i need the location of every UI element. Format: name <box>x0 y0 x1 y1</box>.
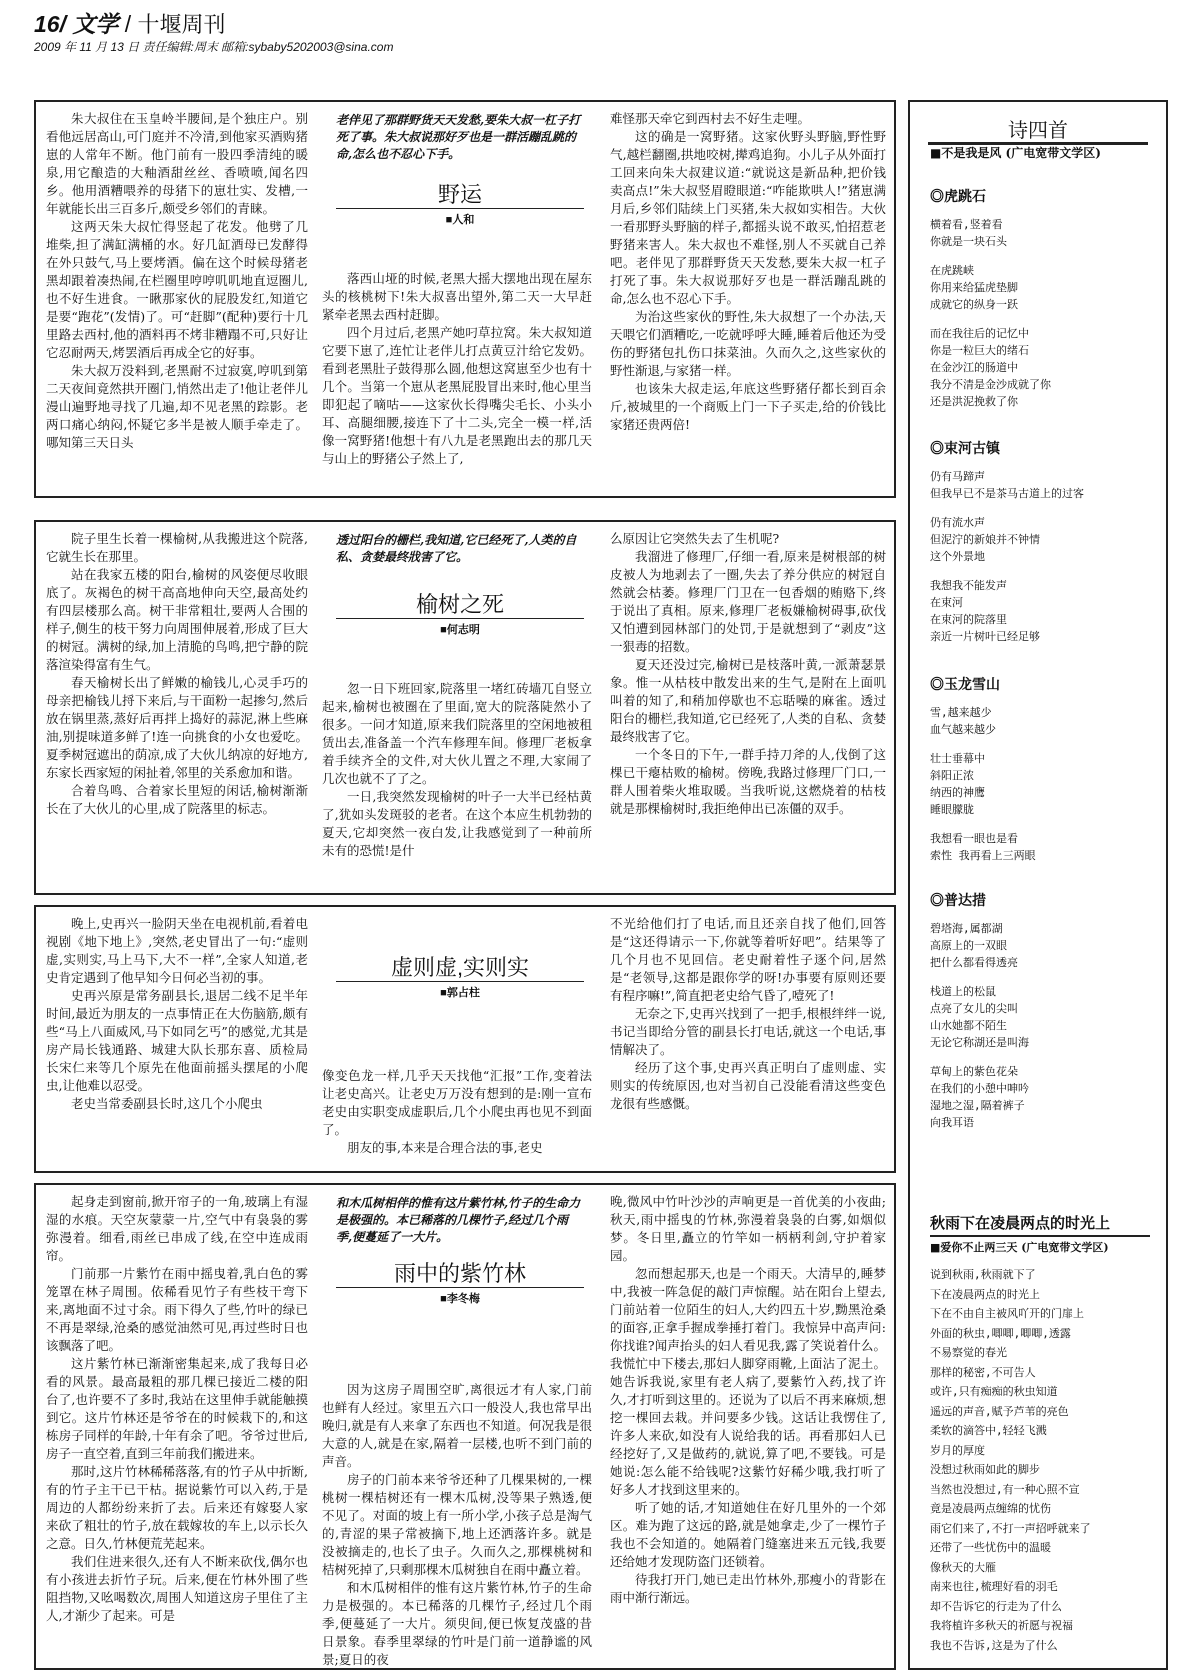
paragraph: 我溜进了修理厂,仔细一看,原来是树根部的树皮被人为地剥去了一圈,失去了养分供应的树冠自然就会枯萎。修理厂门卫在一包香烟的贿赂下,终于说出了真相。原来,修理厂老板嫌榆树碍事,砍伐又怕遭到园林部门的处罚,于是就想到了“剥皮”这一狠毒的招数。 <box>610 549 886 654</box>
article-column <box>46 530 308 892</box>
poem-line: 湿地之湿,隔着裤子 <box>930 1099 1025 1112</box>
stanza <box>930 514 1155 565</box>
paragraph: 一个冬日的下午,一群手持刀斧的人,伐倒了这棵已干瘪枯败的榆树。傍晚,我路过修理厂门口,一群人围着柴火堆取暖。当我听说,这燃烧着的枯枝就是那棵榆树时,我拒绝伸出已冻僵的双手。 <box>610 747 886 816</box>
poem-body <box>930 1265 1155 1655</box>
paragraph: 老史当常委副县长时,这几个小爬虫 <box>71 1096 263 1111</box>
paragraph: 一日,我突然发现榆树的叶子一大半已经枯黄了,犹如头发斑驳的老者。在这个本应生机勃勃的夏天,它却突然一夜白发,让我感觉到了一种前所未有的恐慌!是什 <box>322 789 592 858</box>
poem-line: 或许,只有痴痴的秋虫知道 <box>930 1385 1058 1398</box>
title-rule <box>336 618 584 619</box>
poem-line: 把什么都看得透亮 <box>930 956 1018 969</box>
title-rule <box>930 1235 1150 1237</box>
masthead-separator: / <box>124 11 132 37</box>
paragraph: 史再兴原是常务副县长,退居二线不足半年时间,最近为朋友的一点事情正在大伤脑筋,颇有些“马上八面威风,马下如同乞丐”的感觉,尤其是房产局长钱通路、城建大队长那东喜、质检局长宋仁来等几个原先在他面前摇头摆尾的小爬虫,让他难以忍受。 <box>46 988 308 1093</box>
paragraph: 也该朱大叔走运,年底这些野猪仔都长到百余斤,被城里的一个商贩上门一下子买走,给的价钱比家猪还贵两倍! <box>610 381 886 432</box>
poem-title: 秋雨下在凌晨两点的时光上 <box>930 1215 1111 1232</box>
poem-line: 竟是凌晨两点缠绵的忧伤 <box>930 1502 1051 1515</box>
poem-line: 外面的秋虫,唧唧,唧唧,透露 <box>930 1326 1071 1340</box>
poem-title: ◎普达措 <box>930 892 986 908</box>
poem-pudacuo <box>930 890 1155 1143</box>
article-column <box>610 1193 886 1667</box>
paragraph: 这的确是一窝野猪。这家伙野头野脑,野性野气,越栏翻圈,拱地咬树,撵鸡追狗。小儿子从外面打工回来向朱大叔建议道:“就说这是新品种,把价钱卖高点!”朱大叔竖眉瞪眼道:“咋能欺哄人!”猪崽满月后,乡邻们陆续上门买猪,朱大叔如实相告。大伙一看那野头野脑的样子,都摇头说不敢买,怕招惹老野猪来害人。朱大叔也不难怪,别人不买就自己养吧。老伴见了那群野货天天发愁,要朱大叔一杠子打死了事。朱大叔说那好歹也是一群活蹦乱跳的命,怎么也不忍心下手。 <box>610 129 886 306</box>
paragraph: 难怪那天牵它到西村去不好生走哩。 <box>610 111 811 126</box>
poem-line: 下在凌晨两点的时光上 <box>930 1287 1040 1301</box>
poem-line: 你用来给猛虎垫脚 <box>930 281 1018 294</box>
poem-line: 纳西的神鹰 <box>930 786 985 799</box>
paragraph: 为治这些家伙的野性,朱大叔想了一个办法,天天喂它们酒糟吃,一吃就呼呼大睡,睡着后他还为受伤的野猪包扎伤口抹菜油。久而久之,这些家伙的野性渐退,与家猪一样。 <box>610 309 886 378</box>
article-lead: 和木瓜树相伴的惟有这片紫竹林,竹子的生命力是极强的。本已稀落的几棵竹子,经过几个雨季,便蔓延了一大片。 <box>336 1196 581 1244</box>
masthead <box>34 6 226 39</box>
stanza <box>930 750 1155 818</box>
article-column <box>322 1381 592 1667</box>
poem-line: 高原上的一双眼 <box>930 939 1007 952</box>
paragraph: 我们住进来很久,还有人不断来砍伐,偶尔也有小孩进去折竹子玩。后来,便在竹林外围了些阻挡物,又吆喝数次,周围人知道这房子里住了主人,才渐少了起来。可是 <box>46 1554 308 1623</box>
poem-line: 在金沙江的肠道中 <box>930 361 1018 374</box>
stanza <box>930 325 1155 410</box>
paragraph: 那时,这片竹林稀稀落落,有的竹子从中折断,有的竹子主干已干枯。据说紫竹可以入药,于是周边的人都纷纷来折了去。后来还有嫁娶人家来砍了粗壮的竹子,放在载嫁妆的车上,以示长久之意。日久,竹林便荒芜起来。 <box>46 1464 308 1551</box>
poem-line: 雨它们来了,不打一声招呼就来了 <box>930 1521 1091 1535</box>
poem-line: 但泥泞的新娘并不钟情 <box>930 533 1040 546</box>
poem-hutiaoshi <box>930 186 1155 422</box>
poems-sidebar <box>908 100 1168 1670</box>
paragraph: 无奈之下,史再兴找到了一把手,根根绊绊一说,书记当即给分管的副县长打电话,就这一个电话,事情解决了。 <box>610 1006 886 1057</box>
poem-line: 你就是一块石头 <box>930 235 1007 248</box>
paragraph: 四个月过后,老黑产她叼草拉窝。朱大叔知道它要下崽了,连忙让老伴儿打点黄豆汁给它发奶。看到老黑肚子鼓得那么圆,他想这窝崽至少也有十几个。当第一个崽从老黑屁股冒出来时,他心里当即犯起了嘀咕——这家伙长得嘴尖毛长、小头小耳、高腿细腰,接连下了十二头,完全一模一样,活像一窝野猪!他想十有八九是老黑跑出去的那几天与山上的野猪公子然上了, <box>322 325 592 466</box>
poem-line: 在我们的小憩中呻吟 <box>930 1082 1029 1095</box>
stanza <box>930 983 1155 1051</box>
paragraph: 和木瓜树相伴的惟有这片紫竹林,竹子的生命力是极强的。本已稀落的几棵竹子,经过几个雨季,便蔓延了一大片。须臾间,便已恢复茂盛的昔日景象。春季里翠绿的竹叶是门前一道静谧的风景;夏日的夜 <box>322 1580 592 1667</box>
page-number: 16/ <box>34 11 66 37</box>
stanza <box>930 704 1155 738</box>
stanza <box>930 920 1155 971</box>
article-author: ■何志明 <box>440 624 480 636</box>
article-column <box>46 1193 308 1667</box>
article-title: 野运 <box>437 182 482 207</box>
article-author: ■人和 <box>445 214 475 226</box>
poem-shuhe <box>930 438 1155 657</box>
article-title: 雨中的紫竹林 <box>393 1261 526 1286</box>
poem-line: 不易察觉的春光 <box>930 1346 1007 1359</box>
paragraph: 夏天还没过完,榆树已是枝落叶黄,一派萧瑟景象。惟一从枯枝中散发出来的生气,是附在上面叽叫着的知了,和稍加停歇也不忘聒噪的麻雀。透过阳台的栅栏,我知道,它已经死了,人类的自私、贪婪最终戕害了它。 <box>610 657 886 744</box>
paragraph: 不光给他们打了电话,而且还亲自找了他们,回答是“这还得请示一下,你就等着听好吧”。结果等了几个月也不见回信。老史耐着性子逐个问,居然是“老领导,这都是跟你学的呀!办事要有原则还要有程序嘛!”,简直把老史给气昏了,噎死了! <box>610 916 886 1003</box>
poem-line: 没想过秋雨如此的脚步 <box>930 1463 1040 1476</box>
article-column <box>610 110 886 495</box>
poem-line: 碧塔海,属都湖 <box>930 922 1003 935</box>
poem-byline: ■爱你不止两三天 (广电宽带文学区) <box>930 1241 1109 1254</box>
poem-line: 雪,越来越少 <box>930 706 992 719</box>
poem-title: ◎束河古镇 <box>930 440 1000 456</box>
paper-name: 十堰周刊 <box>137 12 226 37</box>
poem-line: 亲近一片树叶已经足够 <box>930 630 1040 643</box>
poem-title: ◎虎跳石 <box>930 188 986 204</box>
paragraph: 站在我家五楼的阳台,榆树的风姿便尽收眼底了。灰褐色的树干高高地伸向天空,最高处约有四层楼那么高。树干非常粗壮,要两人合围的样子,侧生的枝干努力向周围伸展着,形成了巨大的树冠。满树的绿,加上清脆的鸟鸣,把宁静的院落渲染得富有生气。 <box>46 567 308 672</box>
poem-line: 像秋天的大雁 <box>930 1560 996 1574</box>
poem-line: 仍有流水声 <box>930 516 985 529</box>
poem-line: 山水她都不陌生 <box>930 1019 1007 1032</box>
article-lead: 老伴见了那群野货天天发愁,要朱大叔一杠子打死了事。朱大叔说那好歹也是一群活蹦乱跳的命,怎么也不忍心下手。 <box>336 113 581 161</box>
paragraph: 门前那一片紫竹在雨中摇曳着,乳白色的雾笼罩在林子周围。依稀看见竹子有些枝干弯下来,离地面不过寸余。雨下得久了些,竹叶的绿已不再是翠绿,沧桑的感觉油然可见,再过些时日也该飘落了吧。 <box>46 1266 308 1353</box>
poem-line: 说到秋雨,秋雨就下了 <box>930 1268 1036 1281</box>
title-rule <box>336 208 584 209</box>
paragraph: 院子里生长着一棵榆树,从我搬进这个院落,它就生长在那里。 <box>46 531 308 564</box>
poems-title: 诗四首 <box>1008 120 1068 142</box>
paragraph: 落西山垭的时候,老黑大摇大摆地出现在屋东头的核桃树下!朱大叔喜出望外,第二天一大早赶紧牵老黑去西村赶脚。 <box>322 271 592 322</box>
poem-line: 岁月的厚度 <box>930 1443 985 1457</box>
article-xuzexu <box>34 905 896 1173</box>
poem-line: 无论它称湖还是叫海 <box>930 1036 1029 1049</box>
paragraph: 房子的门前本来爷爷还种了几棵果树的,一棵桃树一棵桔树还有一棵木瓜树,没等果子熟透,便不见了。对面的坡上有一所小学,小孩子总是淘气的,青涩的果子常被摘下,地上还洒落许多。就是没被摘走的,也长了虫子。久而久之,那棵桃树和桔树死掉了,只剩那棵木瓜树独自在雨中矗立着。 <box>322 1472 592 1577</box>
paragraph: 这片紫竹林已渐渐密集起来,成了我每日必看的风景。最高最粗的那几棵已接近二楼的阳台了,也许要不了多时,我站在这里伸手就能触摸到它。这片竹林还是爷爷在的时候栽下的,和这栋房子同样的年龄,十年有余了吧。爷爷过世后,房子一直空着,直到三年前我们搬进来。 <box>46 1356 308 1461</box>
stanza <box>930 577 1155 645</box>
poem-line: 南来也往,梳理好看的羽毛 <box>930 1580 1058 1593</box>
poem-line: 睡眼朦胧 <box>930 803 974 816</box>
paragraph: 待我打开门,她已走出竹林外,那瘦小的背影在雨中渐行渐远。 <box>610 1572 886 1605</box>
poem-line: 我将植许多秋天的祈愿与祝福 <box>930 1619 1073 1632</box>
poem-line: 壮士垂幕中 <box>930 752 985 765</box>
poem-line: 向我耳语 <box>930 1116 974 1129</box>
poem-line: 我也不告诉,这是为了什么 <box>930 1638 1058 1652</box>
poem-line: 柔软的滴答中,轻轻飞溅 <box>930 1424 1047 1437</box>
paragraph: 晚,微风中竹叶沙沙的声响更是一首优美的小夜曲;秋天,雨中摇曳的竹林,弥漫着袅袅的白雾,如烟似梦。冬日里,矗立的竹竿如一柄柄利剑,守护着家园。 <box>610 1194 886 1263</box>
article-title: 榆树之死 <box>415 592 504 617</box>
paragraph: 因为这房子周围空旷,离很远才有人家,门前也鲜有人经过。家里五六口一般没人,我也常早出晚归,就是有人来拿了东西也不知道。何况我是很大意的人,就是在家,隔着一层楼,也听不到门前的声音。 <box>322 1382 592 1469</box>
article-author: ■李冬梅 <box>440 1293 480 1305</box>
article-column <box>46 110 308 495</box>
poem-line: 在虎跳峡 <box>930 264 974 277</box>
paragraph: 像变色龙一样,几乎天天找他“汇报”工作,变着法让老史高兴。让老史万万没有想到的是:刚一宣布老史由实职变成虚职后,几个小爬虫再也见不到面了。 <box>322 1068 592 1137</box>
stanza <box>930 216 1155 250</box>
poem-line: 却不告诉它的行走为了什么 <box>930 1599 1062 1613</box>
paragraph: 么原因让它突然失去了生机呢? <box>610 531 780 546</box>
paragraph: 忽一日下班回家,院落里一堵红砖墙兀自竖立起来,榆树也被圈在了里面,宽大的院落陡然小了很多。一问才知道,原来我们院落里的空闲地被租赁出去,准备盖一个汽车修理车间。修理厂老板拿着手续齐全的文件,对大伙儿置之不理,大家闹了几次也就不了了之。 <box>322 681 592 786</box>
section-name: 文学 <box>72 11 119 37</box>
title-rule <box>336 981 584 982</box>
poem-line: 那样的秘密,不可告人 <box>930 1365 1036 1379</box>
stanza <box>930 468 1155 502</box>
paragraph: 晚上,史再兴一脸阴天坐在电视机前,看着电视剧《地下地上》,突然,老史冒出了一句:“虚则虚,实则实,马上马下,大不一样”,全家人知道,老史肯定遇到了他早知今日何必当初的事。 <box>46 916 308 985</box>
poem-line: 点亮了女儿的尖叫 <box>930 1002 1018 1015</box>
poem-line: 但我早已不是茶马古道上的过客 <box>930 487 1084 500</box>
paragraph: 这两天朱大叔忙得竖起了花发。他劈了几堆柴,担了满缸满桶的水。好几缸酒母已发酵得在外只鼓气,马上要烤酒。偏在这个时候母猪老黑却跟着凑热闹,在栏圈里哼哼叽叽地直逗圈儿,也不好生进食。一瞅那家伙的屁股发红,知道它是要“跑花”(发情)了。可“赶脚”(配种)要行十几里路去西村,他的酒料再不烤非糟蹋不可,只好让它忍耐两天,烤罢酒后再成全它的好事。 <box>46 219 308 360</box>
poem-line: 血气越来越少 <box>930 723 996 736</box>
stanza <box>930 1063 1155 1131</box>
poem-line: 仍有马蹄声 <box>930 470 985 483</box>
poem-line: 在束河 <box>930 596 963 609</box>
poem-line: 这个外景地 <box>930 550 985 563</box>
paragraph: 经历了这个事,史再兴真正明白了虚则虚、实则实的传统原因,也对当初自己没能看清这些变色龙很有些感慨。 <box>610 1060 886 1111</box>
article-title: 虚则虚,实则实 <box>390 955 530 980</box>
poem-line: 而在我往后的记忆中 <box>930 327 1029 340</box>
paragraph: 忽而想起那天,也是一个雨天。大清早的,睡梦中,我被一阵急促的敲门声惊醒。站在阳台上望去,门前站着一位陌生的妇人,大约四五十岁,黝黑沧桑的面容,正拿手握成拳捶打着门。我惊异中高声问:你找谁?闻声抬头的妇人看见我,露了笑说着什么。我慌忙中下楼去,那妇人脚穿雨靴,上面沾了泥土。她告诉我说,家里有老人病了,要紫竹入药,找了许久,才打听到这里的。还说为了以后不再来麻烦,想挖一棵回去栽。并问要多少钱。这话让我愣住了,许多人来砍,如没有人说给我的话。再看那妇人已经挖好了,又是做药的,就说,算了吧,不要钱。可是她说:怎么能不给钱呢?这紫竹好稀少哦,我打听了好多人才找到这里来的。 <box>610 1266 886 1497</box>
article-column <box>610 915 886 1170</box>
poem-line: 还是洪泥挽救了你 <box>930 395 1018 408</box>
poem-line: 遥远的声音,赋予芦苇的亮色 <box>930 1404 1069 1418</box>
article-yeyun <box>34 100 896 498</box>
poem-line: 索性 我再看上三两眼 <box>930 849 1036 862</box>
stanza <box>930 830 1155 864</box>
paragraph: 朋友的事,本来是合理合法的事,老史 <box>347 1140 543 1155</box>
poem-title: ◎玉龙雪山 <box>930 676 1000 692</box>
poem-line: 我分不清是金沙成就了你 <box>930 378 1051 391</box>
article-column <box>322 270 592 495</box>
paragraph: 朱大叔住在玉皇岭半腰间,是个独庄户。别看他远居高山,可门庭并不冷清,到他家买酒购猪崽的人常年不断。他门前有一股四季清纯的暖泉,用它酿造的大釉酒甜丝丝、香喷喷,闻名四乡。他用酒糟喂养的母猪下的崽壮实、发槽,一年就能长出三百多斤,颇受乡邻们的青睐。 <box>46 111 308 216</box>
poem-line: 还带了一些忧伤中的温暖 <box>930 1541 1051 1554</box>
poems-byline: ■不是我是风 (广电宽带文学区) <box>930 146 1101 160</box>
article-column <box>322 680 592 892</box>
article-yushu <box>34 520 896 895</box>
poem-qiuyu <box>930 1212 1155 1655</box>
article-column <box>46 915 308 1170</box>
poem-line: 我想我不能发声 <box>930 579 1007 592</box>
article-author: ■郭占柱 <box>440 987 480 999</box>
title-rule <box>336 1287 584 1288</box>
poem-line: 下在不由自主被风吖开的门扉上 <box>930 1307 1084 1320</box>
poem-line: 斜阳正浓 <box>930 769 974 782</box>
paragraph: 合着鸟鸣、合着家长里短的闲话,榆树渐渐长在了大伙儿的心里,成了院落里的标志。 <box>46 783 308 816</box>
poem-line: 横着看,竖着看 <box>930 218 1003 231</box>
poem-yulongxueshan <box>930 674 1155 876</box>
poem-line: 栈道上的松鼠 <box>930 985 996 998</box>
dateline: 2009 年 11 月 13 日 责任编辑:周末 邮箱:sybaby5202003@sina.com <box>34 40 394 54</box>
article-lead: 透过阳台的栅栏,我知道,它已经死了,人类的自私、贪婪最终戕害了它。 <box>336 533 577 564</box>
poem-line: 我想看一眼也是看 <box>930 832 1018 845</box>
poem-line: 你是一粒巨大的绪石 <box>930 344 1029 357</box>
paragraph: 起身走到窗前,掀开帘子的一角,玻璃上有湿湿的水痕。天空灰蒙蒙一片,空气中有袅袅的雾弥漫着。细看,雨丝已串成了线,在空中连成雨帘。 <box>46 1194 308 1263</box>
poem-line: 草甸上的紫色花朵 <box>930 1065 1018 1078</box>
article-zizhulin <box>34 1183 896 1670</box>
article-column <box>610 530 886 892</box>
article-column <box>322 1067 592 1170</box>
paragraph: 朱大叔万没料到,老黑耐不过寂寞,哼叽到第二天夜间竟然拱开圈门,悄然出走了!他让老伴儿漫山遍野地寻找了几遍,却不见老黑的踪影。老两口痛心纳闷,怀疑它多半是被人顺手牵走了。哪知第三天日头 <box>46 363 308 450</box>
stanza <box>930 262 1155 313</box>
paragraph: 听了她的话,才知道她住在好几里外的一个郊区。难为跑了这远的路,就是她拿走,少了一棵竹子我也不会知道的。她隔着门缝塞进来五元钱,我要还给她才发现防盗门还锁着。 <box>610 1500 886 1569</box>
poem-line: 成就它的纵身一跃 <box>930 298 1018 311</box>
poem-line: 当然也没想过,有一种心照不宣 <box>930 1482 1080 1496</box>
poem-line: 在束河的院落里 <box>930 613 1007 626</box>
paragraph: 春天榆树长出了鲜嫩的榆钱儿,心灵手巧的母亲把榆钱儿捋下来后,与干面粉一起掺匀,然后放在锅里蒸,蒸好后再拌上捣好的蒜泥,淋上些麻油,别提味道多鲜了!连一向挑食的小女也爱吃。夏季树冠遮出的荫凉,成了大伙儿纳凉的好地方,东家长西家短的闲扯着,邻里的关系愈加和谐。 <box>46 675 308 780</box>
